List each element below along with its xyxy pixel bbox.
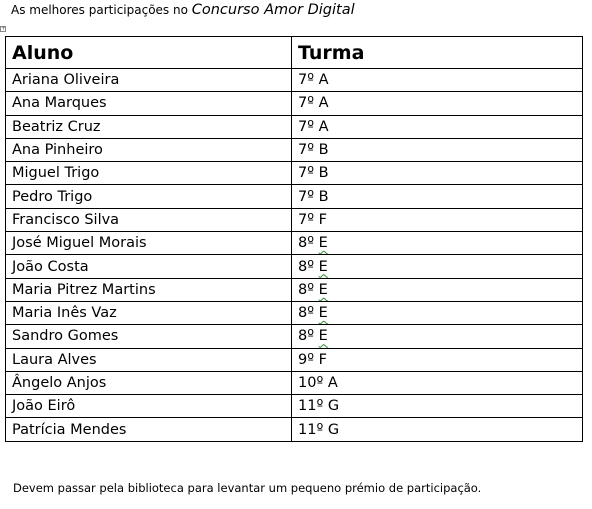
footer-note: Devem passar pela biblioteca para levantar um pequeno prémio de participação. bbox=[13, 481, 482, 495]
cell-turma: 10º A bbox=[292, 371, 583, 394]
column-header-aluno: Aluno bbox=[6, 37, 292, 69]
cell-turma bbox=[292, 232, 583, 255]
spellcheck-flag: E bbox=[318, 328, 328, 345]
cell-aluno: Francisco Silva bbox=[6, 208, 292, 231]
table-move-handle-icon[interactable]: + bbox=[1, 25, 7, 32]
cell-turma: 7º B bbox=[292, 138, 583, 161]
cell-aluno: Maria Inês Vaz bbox=[6, 301, 292, 324]
heading-prefix: As melhores participações no bbox=[11, 3, 192, 17]
table-row bbox=[6, 348, 583, 371]
cell-aluno: Sandro Gomes bbox=[6, 325, 292, 348]
table-row bbox=[6, 92, 583, 115]
cell-turma: 7º A bbox=[292, 92, 583, 115]
table-row bbox=[6, 325, 583, 348]
table-body bbox=[6, 69, 583, 442]
cell-turma: 7º A bbox=[292, 115, 583, 138]
participants-table bbox=[5, 36, 583, 442]
cell-aluno: João Costa bbox=[6, 255, 292, 278]
table-row bbox=[6, 418, 583, 441]
cell-turma bbox=[292, 255, 583, 278]
cell-aluno: Ariana Oliveira bbox=[6, 69, 292, 92]
cell-aluno: Ana Marques bbox=[6, 92, 292, 115]
cell-aluno: Maria Pitrez Martins bbox=[6, 278, 292, 301]
cell-turma: 7º F bbox=[292, 208, 583, 231]
table-row bbox=[6, 232, 583, 255]
table-row bbox=[6, 301, 583, 324]
cell-turma: 9º F bbox=[292, 348, 583, 371]
table-header-row bbox=[6, 37, 583, 69]
cell-turma bbox=[292, 325, 583, 348]
column-header-turma: Turma bbox=[292, 37, 583, 69]
cell-aluno: Laura Alves bbox=[6, 348, 292, 371]
cell-aluno: Pedro Trigo bbox=[6, 185, 292, 208]
cell-turma: 7º B bbox=[292, 162, 583, 185]
table-row bbox=[6, 138, 583, 161]
table-row bbox=[6, 255, 583, 278]
cell-aluno: Miguel Trigo bbox=[6, 162, 292, 185]
table-row bbox=[6, 278, 583, 301]
table-row bbox=[6, 371, 583, 394]
cell-aluno: José Miguel Morais bbox=[6, 232, 292, 255]
contest-name: Concurso Amor Digital bbox=[191, 2, 355, 18]
spellcheck-flag: E bbox=[318, 281, 328, 298]
table-row bbox=[6, 162, 583, 185]
turma-text: 8º bbox=[298, 328, 319, 345]
cell-aluno: Ana Pinheiro bbox=[6, 138, 292, 161]
cell-aluno: Ângelo Anjos bbox=[6, 371, 292, 394]
turma-text: 8º bbox=[298, 258, 319, 275]
cell-turma bbox=[292, 278, 583, 301]
cell-turma: 7º B bbox=[292, 185, 583, 208]
table-row bbox=[6, 395, 583, 418]
cell-aluno: Beatriz Cruz bbox=[6, 115, 292, 138]
cell-turma bbox=[292, 301, 583, 324]
cell-aluno: Patrícia Mendes bbox=[6, 418, 292, 441]
table-row bbox=[6, 208, 583, 231]
cell-turma: 11º G bbox=[292, 395, 583, 418]
table-row bbox=[6, 185, 583, 208]
table-row bbox=[6, 69, 583, 92]
spellcheck-flag: E bbox=[318, 258, 328, 275]
table-row bbox=[6, 115, 583, 138]
turma-text: 8º bbox=[298, 235, 319, 252]
turma-text: 8º bbox=[298, 281, 319, 298]
turma-text: 8º bbox=[298, 305, 319, 322]
cell-turma: 11º G bbox=[292, 418, 583, 441]
cell-turma: 7º A bbox=[292, 69, 583, 92]
page-heading bbox=[11, 2, 355, 18]
spellcheck-flag: E bbox=[318, 305, 328, 322]
cell-aluno: João Eirô bbox=[6, 395, 292, 418]
spellcheck-flag: E bbox=[318, 235, 328, 252]
